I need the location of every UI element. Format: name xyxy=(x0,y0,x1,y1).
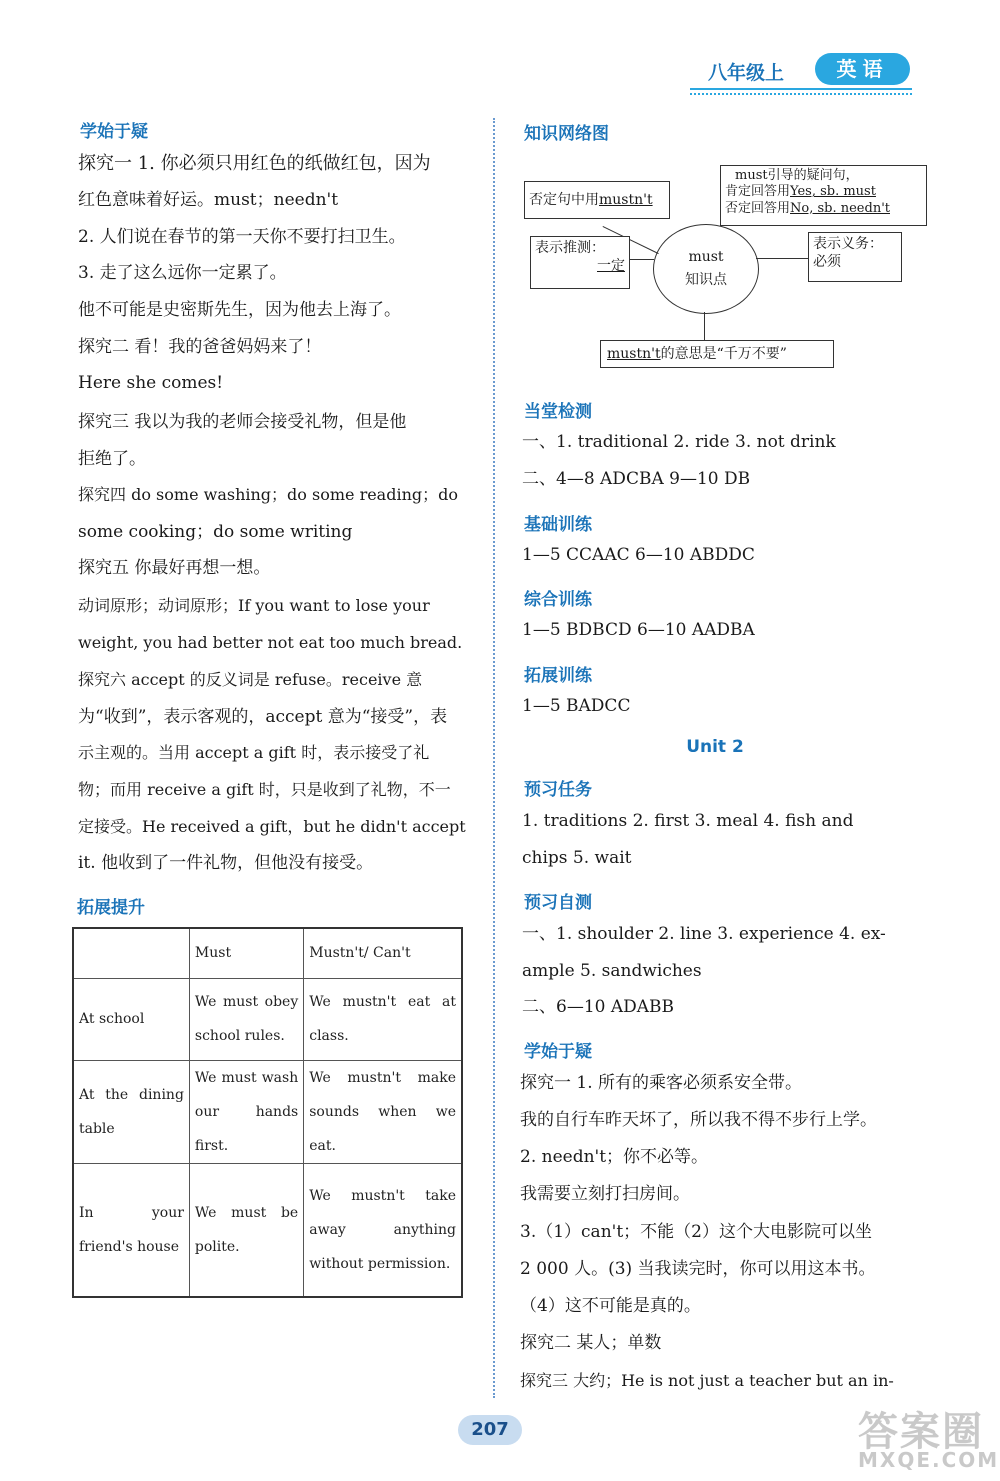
table-header-must: Must xyxy=(189,928,303,978)
text-line: 动词原形；动词原形；If you want to lose your xyxy=(78,596,430,615)
text-line: 探究五 你最好再想一想。 xyxy=(78,558,271,578)
text-line: 我的自行车昨天坏了，所以我不得不步行上学。 xyxy=(520,1110,877,1130)
text-line: 2 000 人。(3) 当我读完时，你可以用这本书。 xyxy=(520,1259,876,1279)
box-question xyxy=(720,165,927,226)
text-line: 红色意味着好运。must；needn't xyxy=(78,190,339,210)
table-cell: We mustn't take away anything without permission. xyxy=(304,1163,462,1297)
grade-label: 八年级上 xyxy=(708,62,785,84)
text-line: 探究四 do some washing；do some reading；do xyxy=(78,485,459,504)
text-line: 为“收到”，表示客观的，accept 意为“接受”，表 xyxy=(78,707,448,727)
text-line: 二、6—10 ADABB xyxy=(522,997,675,1017)
text-line: （4）这不可能是真的。 xyxy=(520,1296,701,1316)
text-line: 探究三 我以为我的老师会接受礼物，但是他 xyxy=(78,412,407,432)
text-line: chips 5. wait xyxy=(522,848,632,868)
box-question-line1: must引导的疑问句， xyxy=(735,168,859,183)
watermark-url: MXQE.COM xyxy=(858,1448,1000,1472)
text-line: Here she comes! xyxy=(78,373,224,393)
text-line: 1—5 BADCC xyxy=(522,696,631,716)
text-line: ample 5. sandwiches xyxy=(522,961,702,981)
section-title-yuxi-renwu: 预习任务 xyxy=(524,780,592,800)
section-title-zhishi: 知识网络图 xyxy=(524,124,609,144)
text-line: 3. 走了这么远你一定累了。 xyxy=(78,263,287,283)
diagram-link xyxy=(756,258,808,259)
table-cell-empty xyxy=(73,928,189,978)
q2-prefix: 肯定回答用 xyxy=(725,184,791,200)
text-line: 2. 人们说在春节的第一天你不要打扫卫生。 xyxy=(78,227,406,247)
box-guess-line1: 表示推测： xyxy=(535,240,605,256)
table-cell: We must be polite. xyxy=(189,1163,303,1297)
text-line: 拒绝了。 xyxy=(78,449,146,469)
section-title-yuxi-zice: 预习自测 xyxy=(524,893,592,913)
box-negative-word: mustn't xyxy=(599,192,653,208)
center-label: 知识点 xyxy=(685,272,727,288)
diagram-link xyxy=(704,312,705,340)
page-number: 207 xyxy=(458,1415,522,1445)
text-line: 探究三 大约；He is not just a teacher but an in- xyxy=(520,1371,894,1390)
section-title-jichu: 基础训练 xyxy=(524,515,592,535)
text-line: 探究二 看！我的爸爸妈妈来了！ xyxy=(78,337,322,357)
text-line: weight, you had better not eat too much bread. xyxy=(78,633,463,652)
table-cell: We must obey school rules. xyxy=(189,978,303,1060)
table-header-mustnt: Mustn't/ Can't xyxy=(304,928,462,978)
section-title-tuozhan: 拓展提升 xyxy=(77,898,145,918)
header-rule xyxy=(690,88,912,90)
meaning-word: mustn't xyxy=(607,346,661,362)
q3-answer: No, sb. needn't xyxy=(790,200,890,216)
subject-badge: 英语 xyxy=(815,53,910,85)
box-guess-line2: 一定 xyxy=(597,257,625,274)
text-line: some cooking；do some writing xyxy=(78,522,353,542)
box-meaning xyxy=(600,340,834,368)
text-line: 我需要立刻打扫房间。 xyxy=(520,1184,690,1204)
table-row-label: In your friend's house xyxy=(73,1163,189,1297)
watermark-logo: 答案圈 xyxy=(858,1409,984,1455)
column-divider xyxy=(493,118,495,1398)
text-line: 他不可能是史密斯先生，因为他去上海了。 xyxy=(78,300,401,320)
box-question-line3 xyxy=(725,201,922,217)
box-duty xyxy=(808,232,902,282)
box-duty-line1: 表示义务： xyxy=(813,236,883,252)
box-negative-prefix: 否定句中用 xyxy=(529,192,599,208)
section-title-xueshi-2: 学始于疑 xyxy=(524,1042,592,1062)
section-title-xueshi: 学始于疑 xyxy=(80,122,148,142)
section-title-tuozhan-xunlian: 拓展训练 xyxy=(524,666,592,686)
section-title-dangtang: 当堂检测 xyxy=(524,402,592,422)
table-cell: We mustn't make sounds when we eat. xyxy=(304,1060,462,1163)
text-line: 1. traditions 2. first 3. meal 4. fish and xyxy=(522,811,854,831)
text-line: 探究一 1. 所有的乘客必须系安全带。 xyxy=(520,1073,803,1093)
text-line: 定接受。He received a gift，but he didn't accept xyxy=(78,817,466,836)
text-line: 3.（1）can't；不能（2）这个大电影院可以坐 xyxy=(520,1222,872,1242)
table-row-label: At the dining table xyxy=(73,1060,189,1163)
text-line: 物；而用 receive a gift 时，只是收到了礼物，不一 xyxy=(78,780,451,799)
text-line: 2. needn't；你不必等。 xyxy=(520,1147,709,1167)
text-line: 探究一 1. 你必须只用红色的纸做红包，因为 xyxy=(78,153,431,174)
box-guess xyxy=(530,236,630,289)
center-word: must xyxy=(688,249,724,265)
text-line: it. 他收到了一件礼物，但他没有接受。 xyxy=(78,853,374,873)
center-circle xyxy=(653,224,759,314)
must-table xyxy=(72,927,463,1298)
text-line: 一、1. traditional 2. ride 3. not drink xyxy=(522,432,836,452)
text-line: 二、4—8 ADCBA 9—10 DB xyxy=(522,469,751,489)
text-line: 1—5 BDBCD 6—10 AADBA xyxy=(522,620,755,640)
box-negative xyxy=(524,181,670,219)
unit-heading: Unit 2 xyxy=(686,737,744,757)
text-line: 一、1. shoulder 2. line 3. experience 4. ex- xyxy=(522,924,886,944)
table-cell: We mustn't eat at class. xyxy=(304,978,462,1060)
table-row-label: At school xyxy=(73,978,189,1060)
text-line: 1—5 CCAAC 6—10 ABDDC xyxy=(522,545,755,565)
q3-prefix: 否定回答用 xyxy=(725,200,791,216)
text-line: 示主观的。当用 accept a gift 时，表示接受了礼 xyxy=(78,743,430,762)
text-line: 探究二 某人；单数 xyxy=(520,1333,662,1353)
q2-answer: Yes, sb. must xyxy=(790,184,876,200)
meaning-rest: 的意思是“千万不要” xyxy=(660,346,787,362)
box-question-line2 xyxy=(725,184,922,200)
section-title-zonghe: 综合训练 xyxy=(524,590,592,610)
text-line: 探究六 accept 的反义词是 refuse。receive 意 xyxy=(78,670,423,689)
table-cell: We must wash our hands first. xyxy=(189,1060,303,1163)
header-dotted-rule xyxy=(690,93,912,95)
box-duty-line2: 必须 xyxy=(813,253,841,270)
